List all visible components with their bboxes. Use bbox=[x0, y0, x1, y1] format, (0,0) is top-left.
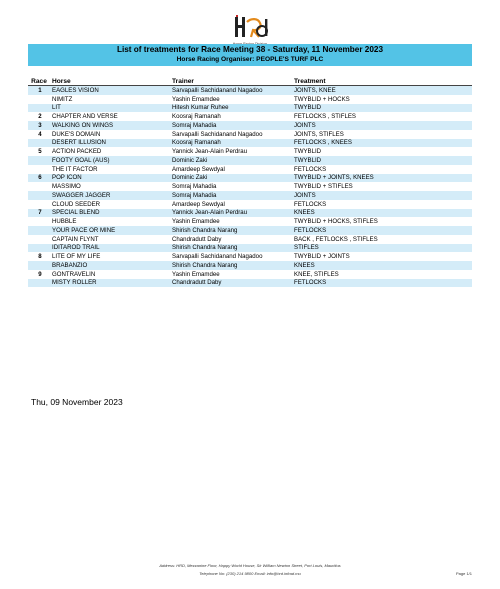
page-subtitle: Horse Racing Organiser: PEOPLE'S TURF PLC bbox=[176, 56, 324, 63]
treatment-cell: JOINTS bbox=[292, 191, 472, 200]
race-cell: 4 bbox=[38, 130, 42, 138]
trainer-cell: Amardeep Sewdyal bbox=[172, 200, 225, 208]
horse-cell: LITE OF MY LIFE bbox=[52, 253, 101, 261]
table-body bbox=[28, 86, 472, 288]
treatment-cell: JOINTS, KNEE bbox=[292, 86, 472, 95]
horse-cell: SPECIAL BLEND bbox=[50, 209, 170, 218]
table-row bbox=[28, 200, 472, 209]
title-banner bbox=[28, 44, 472, 66]
column-header-trainer: Trainer bbox=[170, 77, 292, 86]
race-cell bbox=[28, 200, 50, 209]
column-header-race: Race bbox=[28, 77, 50, 86]
horse-cell: LIT bbox=[50, 104, 170, 113]
table-row bbox=[28, 95, 472, 104]
treatments-table bbox=[28, 77, 472, 287]
page-title: List of treatments for Race Meeting 38 - Saturday, 11 November 2023 bbox=[116, 45, 384, 54]
race-cell bbox=[28, 244, 50, 253]
race-cell: 9 bbox=[38, 270, 42, 278]
horse-cell: BRABANZIO bbox=[50, 261, 170, 270]
hrd-logo bbox=[226, 14, 274, 48]
treatment-cell: TWYBLID + STIFLES bbox=[294, 183, 353, 191]
race-cell bbox=[28, 182, 50, 191]
treatment-cell: TWYBLID + JOINTS, KNEES bbox=[292, 174, 472, 183]
table-row bbox=[28, 86, 472, 95]
race-cell bbox=[28, 235, 50, 244]
race-cell bbox=[28, 165, 50, 174]
horse-cell: SWAGGER JAGGER bbox=[50, 191, 170, 200]
race-cell: 6 bbox=[28, 174, 50, 183]
table-row bbox=[28, 139, 472, 148]
trainer-cell: Chandradutt Daby bbox=[170, 279, 292, 288]
document-date: Thu, 09 November 2023 bbox=[31, 397, 123, 407]
page-number: Page 1/1 bbox=[455, 571, 472, 576]
horse-cell: IDITAROD TRAIL bbox=[50, 244, 170, 253]
horse-logo-icon bbox=[231, 14, 269, 41]
table-row bbox=[28, 244, 472, 253]
race-cell: 1 bbox=[28, 86, 50, 95]
footer-contact: Telephone No: (230) 214 9800 Email: info@hrd.infrad.mu bbox=[199, 571, 301, 576]
race-cell bbox=[28, 104, 50, 113]
horse-cell: YOUR PACE OR MINE bbox=[50, 226, 170, 235]
treatment-cell: JOINTS, STIFLES bbox=[294, 130, 344, 138]
treatment-cell: TWYBLID bbox=[294, 148, 322, 156]
race-cell: 7 bbox=[28, 209, 50, 218]
table-header-row bbox=[28, 77, 472, 86]
footer-address: Address: HRD, Mezzanine Floor, Happy World House, Sir William Newton Street, Port Louis, Mauritius bbox=[159, 563, 341, 568]
trainer-cell: Koosraj Ramanah bbox=[172, 113, 221, 121]
race-cell bbox=[28, 95, 50, 104]
table-row bbox=[28, 156, 472, 165]
table-row bbox=[28, 191, 472, 200]
horse-cell: HUBBLE bbox=[52, 218, 77, 226]
trainer-cell: Shirish Chandra Narang bbox=[170, 226, 292, 235]
race-cell bbox=[28, 279, 50, 288]
horse-cell: CLOUD SEEDER bbox=[52, 200, 101, 208]
trainer-cell: Sarvapalli Sachidanand Nagadoo bbox=[170, 86, 292, 95]
trainer-cell: Yashin Emamdee bbox=[172, 218, 220, 226]
horse-cell: GONTRAVELIN bbox=[52, 270, 96, 278]
trainer-cell: Amardeep Sewdyal bbox=[172, 165, 225, 173]
horse-cell: POP ICON bbox=[50, 174, 170, 183]
table-row bbox=[28, 104, 472, 113]
treatment-cell: KNEE, STIFLES bbox=[294, 270, 339, 278]
race-cell bbox=[28, 261, 50, 270]
trainer-cell: Dominic Zaki bbox=[170, 174, 292, 183]
treatment-cell: FETLOCKS , KNEES bbox=[292, 139, 472, 148]
column-header-horse: Horse bbox=[50, 77, 170, 86]
table-row bbox=[28, 174, 472, 183]
table-row bbox=[28, 279, 472, 288]
race-cell bbox=[28, 139, 50, 148]
treatment-cell: TWYBLID + HOCKS, STIFLES bbox=[294, 218, 378, 226]
treatment-cell: FETLOCKS , STIFLES bbox=[294, 113, 356, 121]
column-header-treatment: Treatment bbox=[292, 77, 472, 86]
horse-cell: EAGLES VISION bbox=[50, 86, 170, 95]
race-cell bbox=[28, 156, 50, 165]
treatment-cell: TWYBLID bbox=[292, 156, 472, 165]
horse-cell: CHAPTER AND VERSE bbox=[52, 113, 118, 121]
trainer-cell: Yannick Jean-Alain Perdrau bbox=[172, 148, 248, 156]
race-cell bbox=[28, 217, 50, 226]
table-row bbox=[28, 112, 472, 121]
horse-cell: FOOTY GOAL (AUS) bbox=[50, 156, 170, 165]
table-row bbox=[28, 261, 472, 270]
table-row bbox=[28, 165, 472, 174]
trainer-cell: Yashin Emamdee bbox=[172, 95, 220, 103]
table-row bbox=[28, 147, 472, 156]
treatment-cell: KNEES bbox=[292, 209, 472, 218]
horse-cell: DESERT ILLUSION bbox=[50, 139, 170, 148]
race-cell bbox=[28, 226, 50, 235]
trainer-cell: Dominic Zaki bbox=[170, 156, 292, 165]
table-row bbox=[28, 182, 472, 191]
trainer-cell: Somraj Mahadia bbox=[172, 183, 217, 191]
treatment-cell: KNEES bbox=[292, 261, 472, 270]
treatment-cell: FETLOCKS bbox=[292, 226, 472, 235]
trainer-cell: Sarvapalli Sachidanand Nagadoo bbox=[172, 130, 263, 138]
table-row bbox=[28, 130, 472, 139]
table-row bbox=[28, 226, 472, 235]
trainer-cell: Yannick Jean-Alain Perdrau bbox=[170, 209, 292, 218]
horse-cell: ACTION PACKED bbox=[52, 148, 102, 156]
race-cell: 5 bbox=[38, 148, 42, 156]
horse-cell: WALKING ON WINGS bbox=[50, 121, 170, 130]
race-cell: 2 bbox=[38, 113, 42, 121]
treatment-cell: FETLOCKS bbox=[294, 165, 327, 173]
treatment-cell: TWYBLID + JOINTS bbox=[294, 253, 350, 261]
table-row bbox=[28, 217, 472, 226]
table-row bbox=[28, 121, 472, 130]
trainer-cell: Koosraj Ramanah bbox=[170, 139, 292, 148]
trainer-cell: Somraj Mahadia bbox=[170, 121, 292, 130]
trainer-cell: Somraj Mahadia bbox=[170, 191, 292, 200]
treatment-cell: TWYBLID bbox=[292, 104, 472, 113]
race-cell: 8 bbox=[38, 253, 42, 261]
trainer-cell: Yashin Emamdee bbox=[172, 270, 220, 278]
trainer-cell: Chandradutt Daby bbox=[172, 235, 222, 243]
horse-cell: THE IT FACTOR bbox=[52, 165, 98, 173]
horse-cell: MISTY ROLLER bbox=[50, 279, 170, 288]
horse-cell: DUKE'S DOMAIN bbox=[52, 130, 101, 138]
trainer-cell: Shirish Chandra Narang bbox=[170, 261, 292, 270]
trainer-cell: Sarvapalli Sachidanand Nagadoo bbox=[172, 253, 263, 261]
treatment-cell: STIFLES bbox=[292, 244, 472, 253]
trainer-cell: Shirish Chandra Narang bbox=[170, 244, 292, 253]
trainer-cell: Hitesh Kumar Ruhee bbox=[170, 104, 292, 113]
race-cell bbox=[28, 191, 50, 200]
table-row bbox=[28, 270, 472, 279]
treatment-cell: FETLOCKS bbox=[292, 279, 472, 288]
treatment-cell: JOINTS bbox=[292, 121, 472, 130]
race-cell: 3 bbox=[28, 121, 50, 130]
horse-cell: CAPTAIN FLYNT bbox=[52, 235, 99, 243]
table-row bbox=[28, 252, 472, 261]
treatment-cell: FETLOCKS bbox=[294, 200, 327, 208]
horse-cell: NIMITZ bbox=[52, 95, 73, 103]
treatment-cell: TWYBLID + HOCKS bbox=[294, 95, 350, 103]
horse-cell: MASSIMO bbox=[52, 183, 81, 191]
table-row bbox=[28, 209, 472, 218]
table-row bbox=[28, 235, 472, 244]
treatment-cell: BACK , FETLOCKS , STIFLES bbox=[294, 235, 378, 243]
